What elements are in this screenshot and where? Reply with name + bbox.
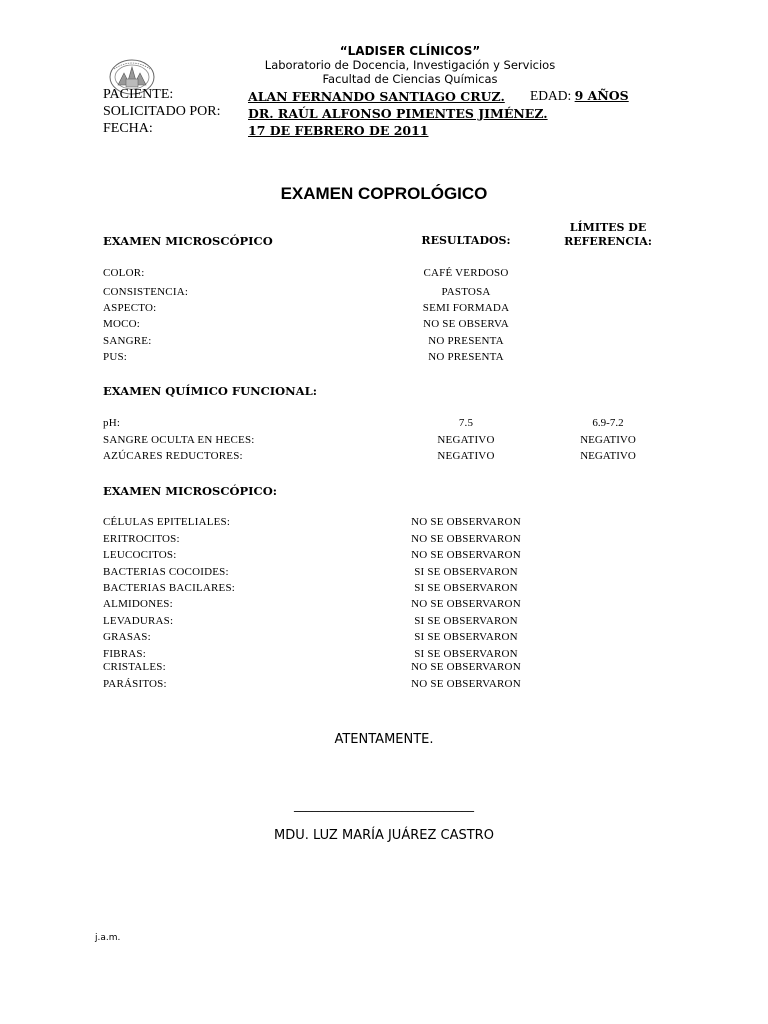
requested-by-label: SOLICITADO POR:	[103, 104, 221, 119]
row-label: PUS:	[103, 351, 128, 363]
row-label: GRASAS:	[103, 631, 151, 643]
row-reference: NEGATIVO	[580, 434, 636, 446]
row-label: SANGRE OCULTA EN HECES:	[103, 434, 255, 446]
row-result: NO PRESENTA	[428, 335, 504, 347]
row-label: ASPECTO:	[103, 302, 157, 314]
row-result: NEGATIVO	[437, 450, 495, 462]
row-result: 7.5	[458, 417, 474, 429]
section-chemical-title: EXAMEN QUÍMICO FUNCIONAL:	[103, 384, 317, 398]
row-label: FIBRAS:	[103, 648, 146, 660]
row-result: NO PRESENTA	[428, 351, 504, 363]
row-reference: 6.9-7.2	[592, 417, 624, 429]
section-microscopic-title: EXAMEN MICROSCÓPICO	[103, 234, 273, 248]
age-label: EDAD:	[530, 88, 572, 103]
row-reference: NEGATIVO	[580, 450, 636, 462]
age-value: 9 AÑOS	[574, 88, 629, 103]
row-label: pH:	[103, 417, 121, 429]
row-result: CAFÉ VERDOSO	[423, 267, 509, 279]
section-microscopic2-title: EXAMEN MICROSCÓPICO:	[103, 484, 277, 498]
row-label: MOCO:	[103, 318, 141, 330]
row-label: CONSISTENCIA:	[103, 286, 189, 298]
row-label: SANGRE:	[103, 335, 152, 347]
row-label: ERITROCITOS:	[103, 533, 180, 545]
requested-by-value: DR. RAÚL ALFONSO PIMENTES JIMÉNEZ.	[248, 106, 548, 121]
reference-header-line2: REFERENCIA:	[564, 235, 652, 248]
row-label: CÉLULAS EPITELIALES:	[103, 516, 231, 528]
row-result: SI SE OBSERVARON	[414, 615, 518, 627]
row-result: SI SE OBSERVARON	[414, 648, 518, 660]
age-field	[530, 88, 629, 104]
date-label: FECHA:	[103, 121, 153, 136]
row-label: LEVADURAS:	[103, 615, 174, 627]
row-label: AZÚCARES REDUCTORES:	[103, 450, 243, 462]
patient-label: PACIENTE:	[103, 87, 174, 102]
signer-name: MDU. LUZ MARÍA JUÁREZ CASTRO	[274, 828, 494, 843]
row-result: NO SE OBSERVARON	[411, 549, 521, 561]
reference-header-line1: LÍMITES DE	[569, 221, 647, 234]
faculty-name: Facultad de Ciencias Químicas	[322, 72, 498, 86]
row-label: COLOR:	[103, 267, 145, 279]
row-result: NEGATIVO	[437, 434, 495, 446]
patient-value: ALAN FERNANDO SANTIAGO CRUZ.	[248, 89, 505, 104]
results-header: RESULTADOS:	[421, 234, 511, 247]
row-label: PARÁSITOS:	[103, 678, 167, 690]
row-result: PASTOSA	[441, 286, 491, 298]
row-result: NO SE OBSERVA	[423, 318, 509, 330]
row-result: SI SE OBSERVARON	[414, 566, 518, 578]
exam-title: EXAMEN COPROLÓGICO	[280, 184, 488, 203]
row-result: NO SE OBSERVARON	[411, 678, 521, 690]
author-initials: j.a.m.	[95, 933, 121, 943]
row-label: ALMIDONES:	[103, 598, 173, 610]
row-result: NO SE OBSERVARON	[411, 598, 521, 610]
row-label: CRISTALES:	[103, 661, 166, 673]
lab-name: “LADISER CLÍNICOS”	[339, 44, 481, 58]
row-result: SI SE OBSERVARON	[414, 582, 518, 594]
row-label: LEUCOCITOS:	[103, 549, 177, 561]
row-label: BACTERIAS BACILARES:	[103, 582, 236, 594]
row-result: SEMI FORMADA	[422, 302, 510, 314]
row-label: BACTERIAS COCOIDES:	[103, 566, 229, 578]
row-result: NO SE OBSERVARON	[411, 661, 521, 673]
row-result: NO SE OBSERVARON	[411, 516, 521, 528]
date-value: 17 DE FEBRERO DE 2011	[248, 123, 429, 138]
row-result: NO SE OBSERVARON	[411, 533, 521, 545]
reference-header	[548, 221, 668, 249]
closing-text: ATENTAMENTE.	[334, 732, 434, 747]
lab-subtitle: Laboratorio de Docencia, Investigación y Servicios	[264, 58, 556, 72]
row-result: SI SE OBSERVARON	[414, 631, 518, 643]
signature-line: ______________________________	[294, 798, 474, 812]
